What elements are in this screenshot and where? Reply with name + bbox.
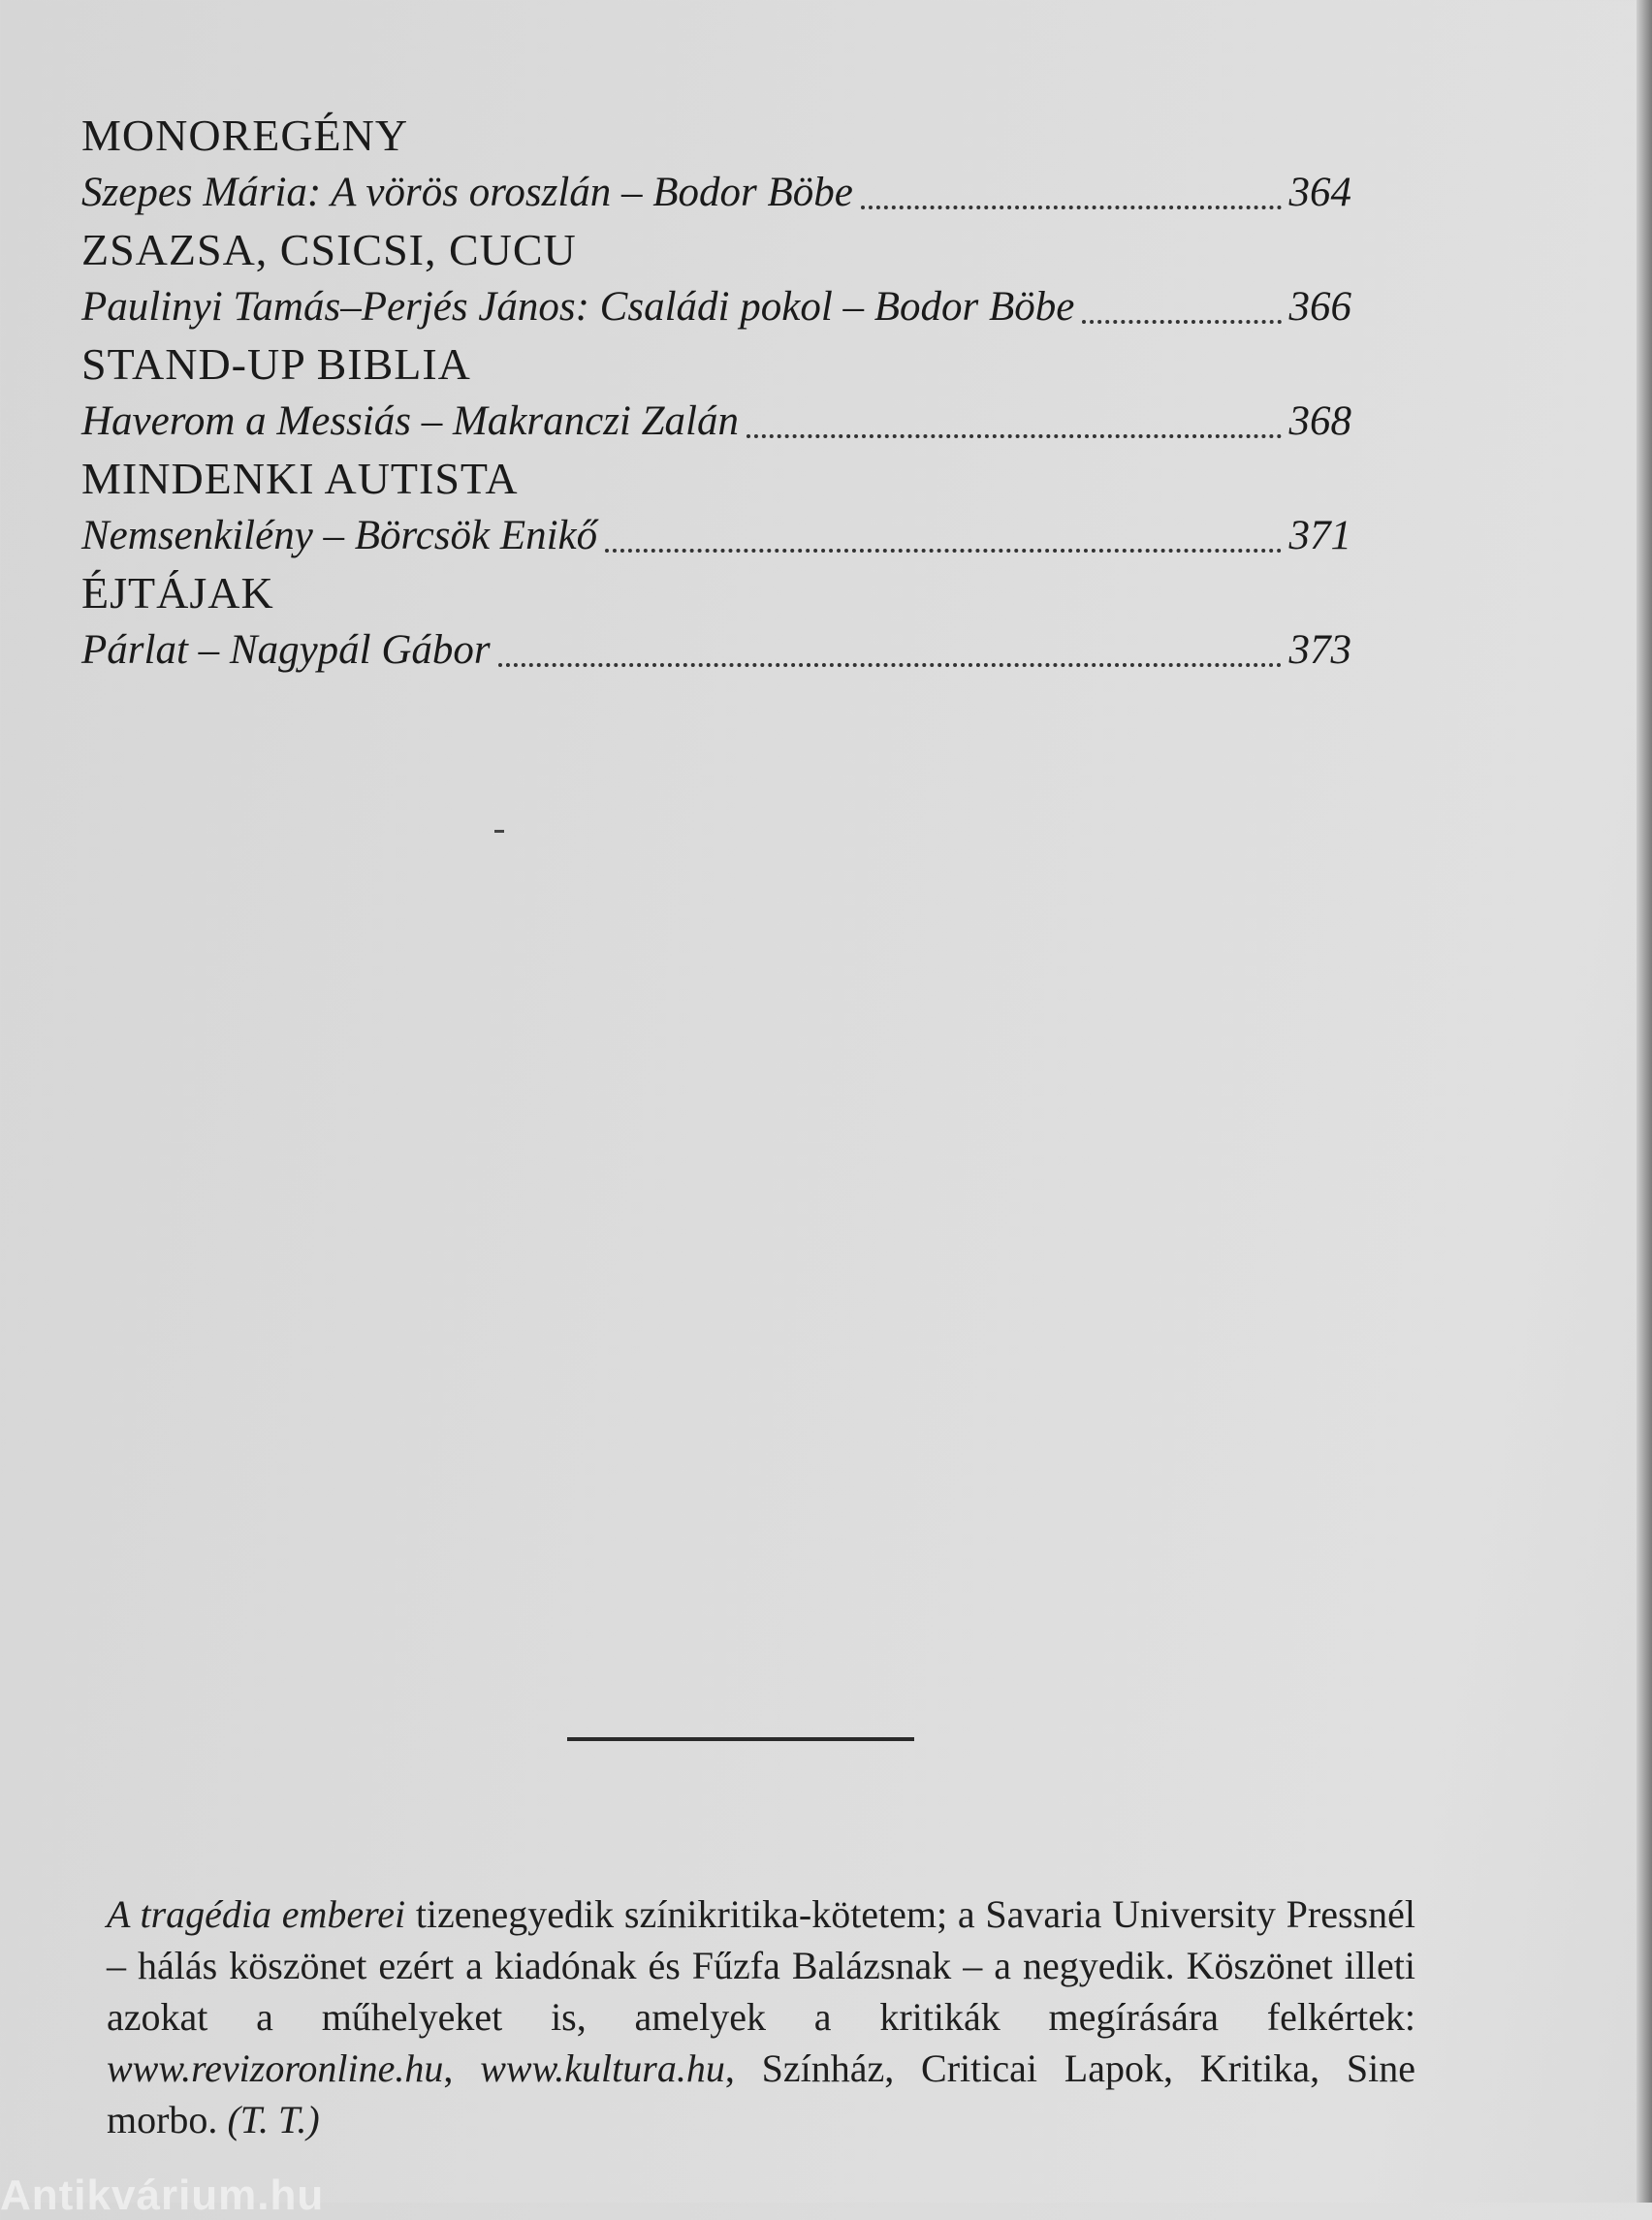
dot-leader [861, 206, 1282, 209]
toc-section [81, 450, 1351, 564]
note-text-end: , Színház, Criticai Lapok, Kritika, Sine morbo. [107, 2046, 1415, 2141]
page-number: 364 [1288, 170, 1351, 215]
dot-leader [605, 549, 1281, 553]
section-divider [567, 1737, 914, 1741]
toc-section [81, 335, 1351, 450]
note-text: tizenegyedik színikritika-kötetem; a Savaria University Pressnél – hálás köszönet ezért a kiadónak és Fűzfa Balázsnak – a negyedik. Köszönet illeti azokat a műhelyeket is, amelyek a kritikák megírására felkértek: [107, 1892, 1415, 2039]
toc-entry [81, 279, 1351, 335]
toc-section [81, 564, 1351, 679]
toc-entry [81, 622, 1351, 679]
note-link-revizor: www.revizoronline.hu [107, 2046, 444, 2090]
page-number: 368 [1288, 398, 1351, 444]
section-title: ÉJTÁJAK [81, 568, 274, 618]
section-title: ZSAZSA, CSICSI, CUCU [81, 225, 577, 274]
entry-text: Párlat – Nagypál Gábor [81, 627, 491, 673]
dot-leader [747, 434, 1282, 438]
acknowledgement-note [107, 1888, 1415, 2145]
section-title: MINDENKI AUTISTA [81, 454, 519, 503]
dot-leader [498, 663, 1282, 667]
toc-section [81, 107, 1351, 221]
page-number: 373 [1288, 627, 1351, 673]
page-number: 371 [1288, 513, 1351, 558]
entry-text: Szepes Mária: A vörös oroszlán – Bodor Böbe [81, 170, 853, 215]
section-title: MONOREGÉNY [81, 111, 409, 160]
toc-section [81, 221, 1351, 335]
section-title: STAND-UP BIBLIA [81, 339, 471, 389]
watermark: Antikvárium.hu [0, 2172, 325, 2219]
dot-leader [1082, 320, 1281, 324]
table-of-contents [81, 107, 1351, 679]
page-number: 366 [1288, 284, 1351, 330]
entry-text: Paulinyi Tamás–Perjés János: Családi pokol – Bodor Böbe [81, 284, 1075, 330]
note-link-kultura: www.kultura.hu [480, 2046, 725, 2090]
entry-text: Nemsenkilény – Börcsök Enikő [81, 513, 598, 558]
note-signature: (T. T.) [227, 2098, 320, 2141]
stray-ink-mark [494, 830, 504, 833]
toc-entry [81, 394, 1351, 450]
note-book-title: A tragédia emberei [107, 1892, 406, 1936]
toc-entry [81, 508, 1351, 564]
page-edge-shadow [1636, 0, 1652, 2203]
entry-text: Haverom a Messiás – Makranczi Zalán [81, 398, 739, 444]
note-separator: , [443, 2046, 481, 2090]
toc-entry [81, 165, 1351, 221]
